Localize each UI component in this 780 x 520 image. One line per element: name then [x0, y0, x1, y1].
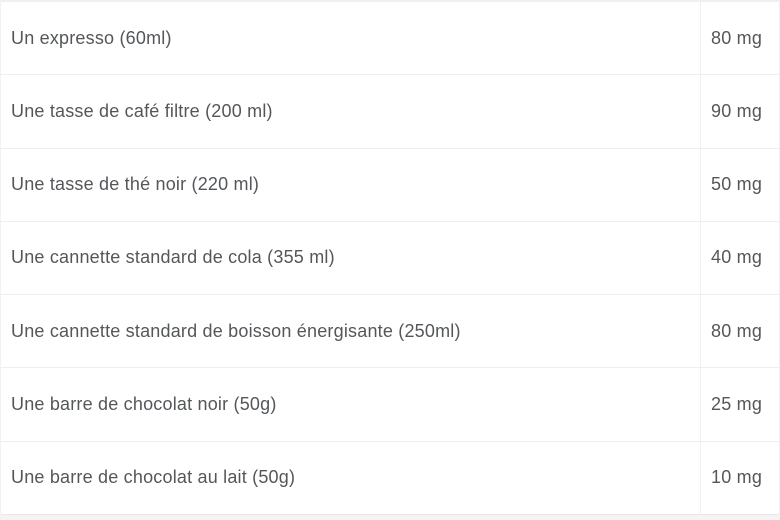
caffeine-amount: 50 mg: [700, 149, 779, 221]
table-rows: [1, 2, 779, 514]
item-label: Une tasse de thé noir (220 ml): [11, 174, 260, 195]
item-label: Une barre de chocolat au lait (50g): [11, 467, 296, 488]
item-label: Une cannette standard de boisson énergisante (250ml): [11, 320, 461, 341]
caffeine-amount: 10 mg: [700, 442, 779, 514]
item-label: Un expresso (60ml): [11, 27, 172, 48]
table-row: [1, 295, 779, 368]
table-row: [1, 222, 779, 295]
table-row: [1, 442, 779, 514]
table-row: [1, 149, 779, 222]
caffeine-amount: 40 mg: [700, 222, 779, 294]
item-label: Une cannette standard de cola (355 ml): [11, 247, 335, 268]
caffeine-amount: 90 mg: [700, 75, 779, 147]
item-label: Une tasse de café filtre (200 ml): [11, 100, 273, 121]
caffeine-amount: 80 mg: [700, 295, 779, 367]
item-label: Une barre de chocolat noir (50g): [11, 394, 277, 415]
table-row: [1, 2, 779, 75]
caffeine-amount: 25 mg: [700, 368, 779, 440]
caffeine-amount: 80 mg: [700, 2, 779, 74]
partial-next-row: [1, 514, 779, 520]
table-row: [1, 368, 779, 441]
table-row: [1, 75, 779, 148]
